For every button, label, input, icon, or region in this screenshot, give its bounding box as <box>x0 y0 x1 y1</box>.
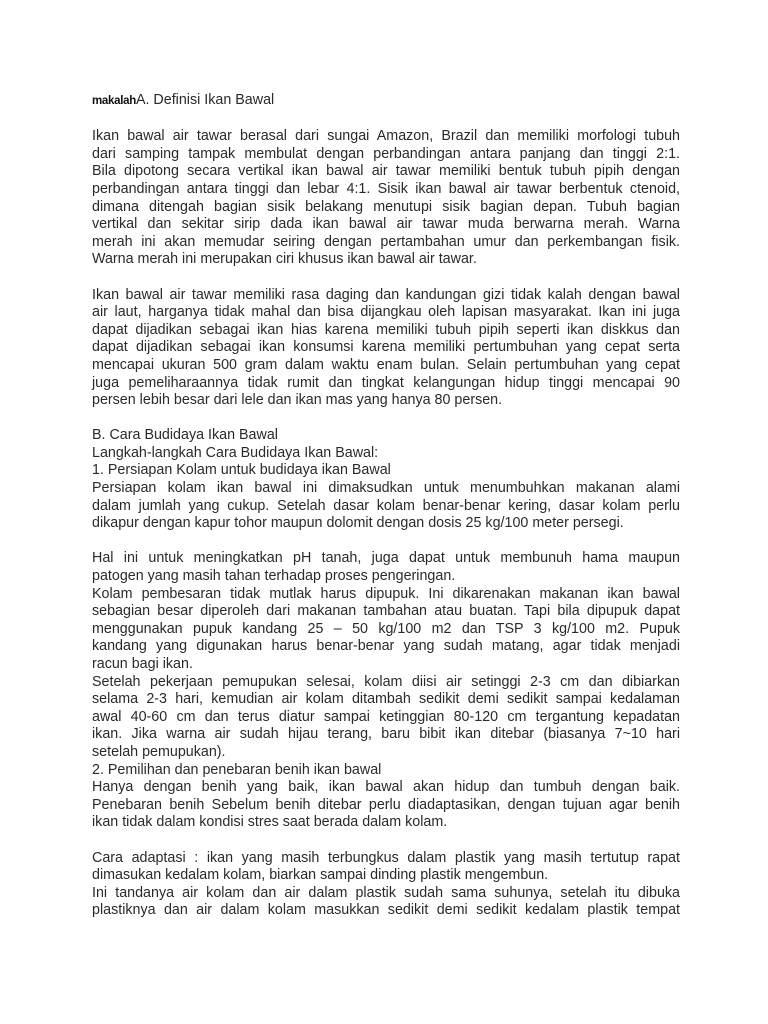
text-line: dapat dijadikan sebagai ikan hias karena memiliki tubuh pipih seperti ikan diskkus dan <box>92 321 680 338</box>
text-line: Hal ini untuk meningkatkan pH tanah, juga dapat untuk membunuh hama maupun <box>92 550 680 567</box>
document-page <box>92 92 680 920</box>
text-line: sebagian besar diperoleh dari makanan tambahan atau buatan. Tapi bila dipupuk dapat <box>92 603 680 620</box>
brand-label: makalah <box>92 95 136 107</box>
section-b-subheading: Langkah-langkah Cara Budidaya Ikan Bawal: <box>92 444 379 461</box>
text-line: dimasukan kedalam kolam, biarkan sampai dinding plastik mengembun. <box>92 867 549 884</box>
text-line: juga pemeliharaannya tidak rumit dan tingkat kelangungan hidup tinggi mencapai 90 <box>92 374 680 391</box>
text-line: dalam jumlah yang cukup. Setelah dasar kolam benar-benar kering, dasar kolam perlu <box>92 497 680 514</box>
paragraph-adaptation <box>92 850 680 920</box>
text-line: dari samping tampak membulat dengan perbandingan antara panjang dan tinggi 2:1. <box>92 145 680 162</box>
text-line: Cara adaptasi : ikan yang masih terbungkus dalam plastik yang masih tertutup rapat <box>92 849 680 866</box>
text-line: Warna merah ini merupakan ciri khusus ikan bawal air tawar. <box>92 251 477 268</box>
section-a-heading: A. Definisi Ikan Bawal <box>135 92 275 108</box>
text-line: Ikan bawal air tawar berasal dari sungai Amazon, Brazil dan memiliki morfologi tubuh <box>92 128 680 145</box>
text-line: persen lebih besar dari lele dan ikan mas yang hanya 80 persen. <box>92 392 503 409</box>
text-line: perbandingan antara tinggi dan lebar 4:1. Sisik ikan bawal air tawar berbentuk ctenoid, <box>92 180 680 197</box>
text-line: vertikal dan sekitar sirip dada ikan bawal air tawar muda berwarna merah. Warna <box>92 216 680 233</box>
text-line: plastiknya dan air dalam kolam masukkan sedikit demi sedikit kedalam plastik tempat <box>92 902 680 919</box>
paragraph-fertilizing <box>92 550 680 832</box>
text-line: Persiapan kolam ikan bawal ini dimaksudkan untuk menumbuhkan makanan alami <box>92 480 680 497</box>
section-b <box>92 427 680 533</box>
text-line: selama 2-3 hari, kemudian air kolam ditambah sedikit demi sedikit sampai kedalaman <box>92 691 680 708</box>
step-1-title: 1. Persiapan Kolam untuk budidaya ikan Bawal <box>92 462 391 479</box>
text-line: Kolam pembesaran tidak mutlak harus dipupuk. Ini dikarenakan makanan ikan bawal <box>92 585 680 602</box>
text-line: mencapai ukuran 500 gram dalam waktu enam bulan. Selain pertumbuhan yang cepat <box>92 356 680 373</box>
text-line: kandang yang digunakan harus benar-benar yang sudah matang, agar tidak menjadi <box>92 638 680 655</box>
text-line: Penebaran benih Sebelum benih ditebar perlu diadaptasikan, dengan tujuan agar benih <box>92 796 680 813</box>
text-line: air laut, harganya tidak mahal dan bisa dijangkau oleh lapisan masyarakat. Ikan ini juga <box>92 304 680 321</box>
text-line: racun bagi ikan. <box>92 656 193 672</box>
text-line: dapat dijadikan sebagai ikan konsumsi karena memiliki pertumbuhan yang cepat serta <box>92 339 680 356</box>
text-line: menggunakan pupuk kandang 25 – 50 kg/100 m2 dan TSP 3 kg/100 m2. Pupuk <box>92 620 680 637</box>
text-line: setelah pemupukan). <box>92 743 226 760</box>
step-2-title: 2. Pemilihan dan penebaran benih ikan bawal <box>92 761 382 778</box>
paragraph-taste <box>92 287 680 410</box>
text-line: ikan tidak dalam kondisi stres saat berada dalam kolam. <box>92 814 448 831</box>
text-line: Ini tandanya air kolam dan air dalam plastik sudah sama suhunya, setelah itu dibuka <box>92 884 680 901</box>
text-line: awal 40-60 cm dan terus diatur sampai ketinggian 80-120 cm tergantung kepadatan <box>92 708 680 725</box>
text-line: Bila dipotong secara vertikal ikan bawal air tawar memiliki bentuk tubuh pipih dengan <box>92 163 680 180</box>
text-line: dikapur dengan kapur tohor maupun dolomit dengan dosis 25 kg/100 meter persegi. <box>92 515 624 532</box>
text-line: merah ini akan memudar seiring dengan pertambahan umur dan perkembangan fisik. <box>92 233 680 250</box>
paragraph-definition <box>92 128 680 269</box>
section-b-heading: B. Cara Budidaya Ikan Bawal <box>92 427 278 444</box>
text-line: ikan. Jika warna air sudah hijau terang, baru bibit ikan ditebar (biasanya 7~10 hari <box>92 726 680 743</box>
text-line: dimana ditengah bagian sisik belakang menutupi sisik bagian depan. Tubuh bagian <box>92 198 680 215</box>
text-line: Ikan bawal air tawar memiliki rasa daging dan kandungan gizi tidak kalah dengan bawal <box>92 286 680 303</box>
document-title-line <box>92 92 680 111</box>
text-line: Setelah pekerjaan pemupukan selesai, kolam diisi air setinggi 2-3 cm dan dibiarkan <box>92 673 680 690</box>
text-line: Hanya dengan benih yang baik, ikan bawal akan hidup dan tumbuh dengan baik. <box>92 779 680 796</box>
text-line: patogen yang masih tahan terhadap proses pengeringan. <box>92 568 456 585</box>
